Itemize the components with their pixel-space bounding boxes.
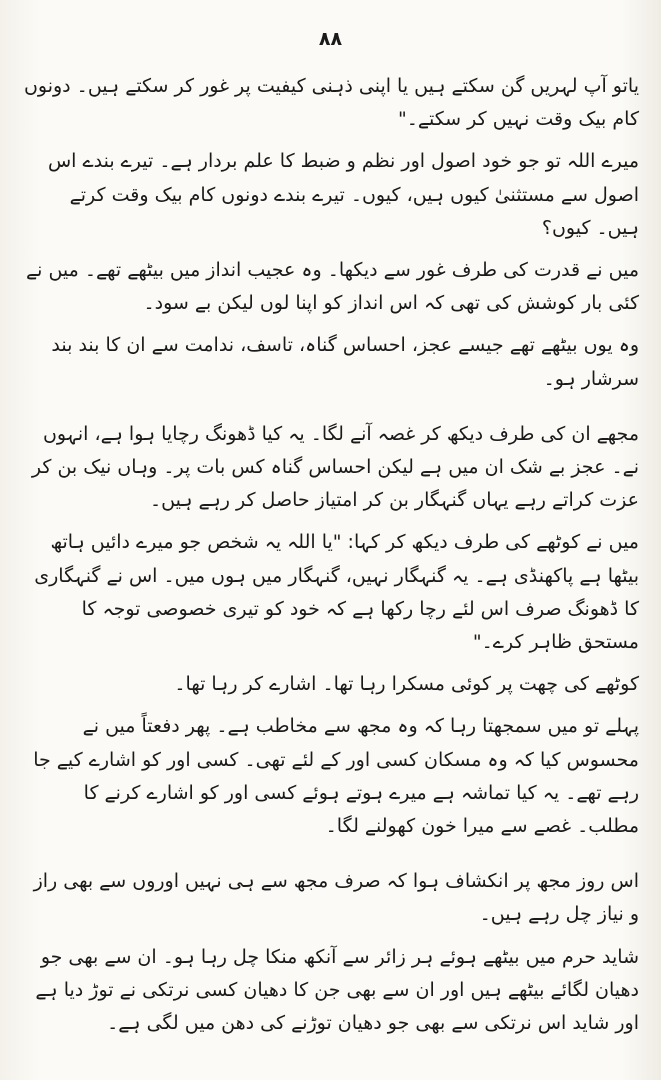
paragraph-7: کوٹھے کی چھت پر کوئی مسکرا رہا تھا۔ اشارے کر رہا تھا۔ [174, 673, 639, 696]
paragraph-2: میرے اللہ تو جو خود اصول اور نظم و ضبط کا علم بردار ہے۔ تیرے بندے اس اصول سے مستثنیٰ کیوں ہیں، کیوں۔ تیرے بندے دونوں کام بیک وقت کرتے ہیں۔ کیوں؟ [47, 150, 639, 239]
paragraph-1: یاتو آپ لہریں گن سکتے ہیں یا اپنی ذہنی کیفیت پر غور کر سکتے ہیں۔ دونوں کام بیک وقت نہیں کر سکتے۔" [23, 75, 639, 131]
paragraph-5: مجھے ان کی طرف دیکھ کر غصہ آنے لگا۔ یہ کیا ڈھونگ رچایا ہوا ہے، انہوں نے۔ عجز بے شک ان میں ہے لیکن احساس گناہ کس بات پر۔ وہاں نیک بن کر عزت کراتے رہے یہاں گنہگار بن کر امتیاز حاصل کر رہے ہیں۔ [31, 422, 639, 512]
paragraph-6: میں نے کوٹھے کی طرف دیکھ کر کہا: "یا اللہ یہ شخص جو میرے دائیں ہاتھ بیٹھا ہے پاکھنڈی ہے۔ یہ گنہگار نہیں، گنہگار میں ہوں میں۔ اس نے گنہگاری کا ڈھونگ صرف اس لئے رچا رکھا ہے کہ خود کو تیری خصوصی توجہ کا مستحق ظاہر کرے۔" [34, 531, 639, 654]
page-number: ۸۸ [318, 28, 343, 50]
paragraph-8: پہلے تو میں سمجھتا رہا کہ وہ مجھ سے مخاطب ہے۔ پھر دفعتاً میں نے محسوس کیا کہ وہ مسکان کسی اور کے لئے تھی۔ کسی اور کو اشارے کیے جا رہے تھے۔ یہ کیا تماشہ ہے میرے ہوتے ہوئے کسی اور کو اشارے کرنے کا مطلب۔ غصے سے میرا خون کھولنے لگا۔ [33, 715, 639, 838]
paragraph-10: شاید حرم میں بیٹھے ہوئے ہر زائر سے آنکھ منکا چل رہا ہو۔ ان سے بھی جو دھیان لگائے بیٹھے ہیں اور ان سے بھی جن کا دھیان کسی نرتکی نے توڑ دیا ہے اور شاید اس نرتکی سے بھی جو دھیان توڑنے کی دھن میں لگی ہے۔ [35, 945, 639, 1035]
paragraph-3: میں نے قدرت کی طرف غور سے دیکھا۔ وہ عجیب انداز میں بیٹھے تھے۔ میں نے کئی بار کوشش کی تھی کہ اس انداز کو اپنا لوں لیکن بے سود۔ [25, 259, 639, 315]
paragraph-4: وہ یوں بیٹھے تھے جیسے عجز، احساس گناہ، تاسف، ندامت سے ان کا بند بند سرشار ہو۔ [51, 334, 639, 390]
paragraph-9: اس روز مجھ پر انکشاف ہوا کہ صرف مجھ سے ہی نہیں اوروں سے بھی راز و نیاز چل رہے ہیں۔ [33, 870, 639, 926]
page-body [22, 70, 639, 1040]
